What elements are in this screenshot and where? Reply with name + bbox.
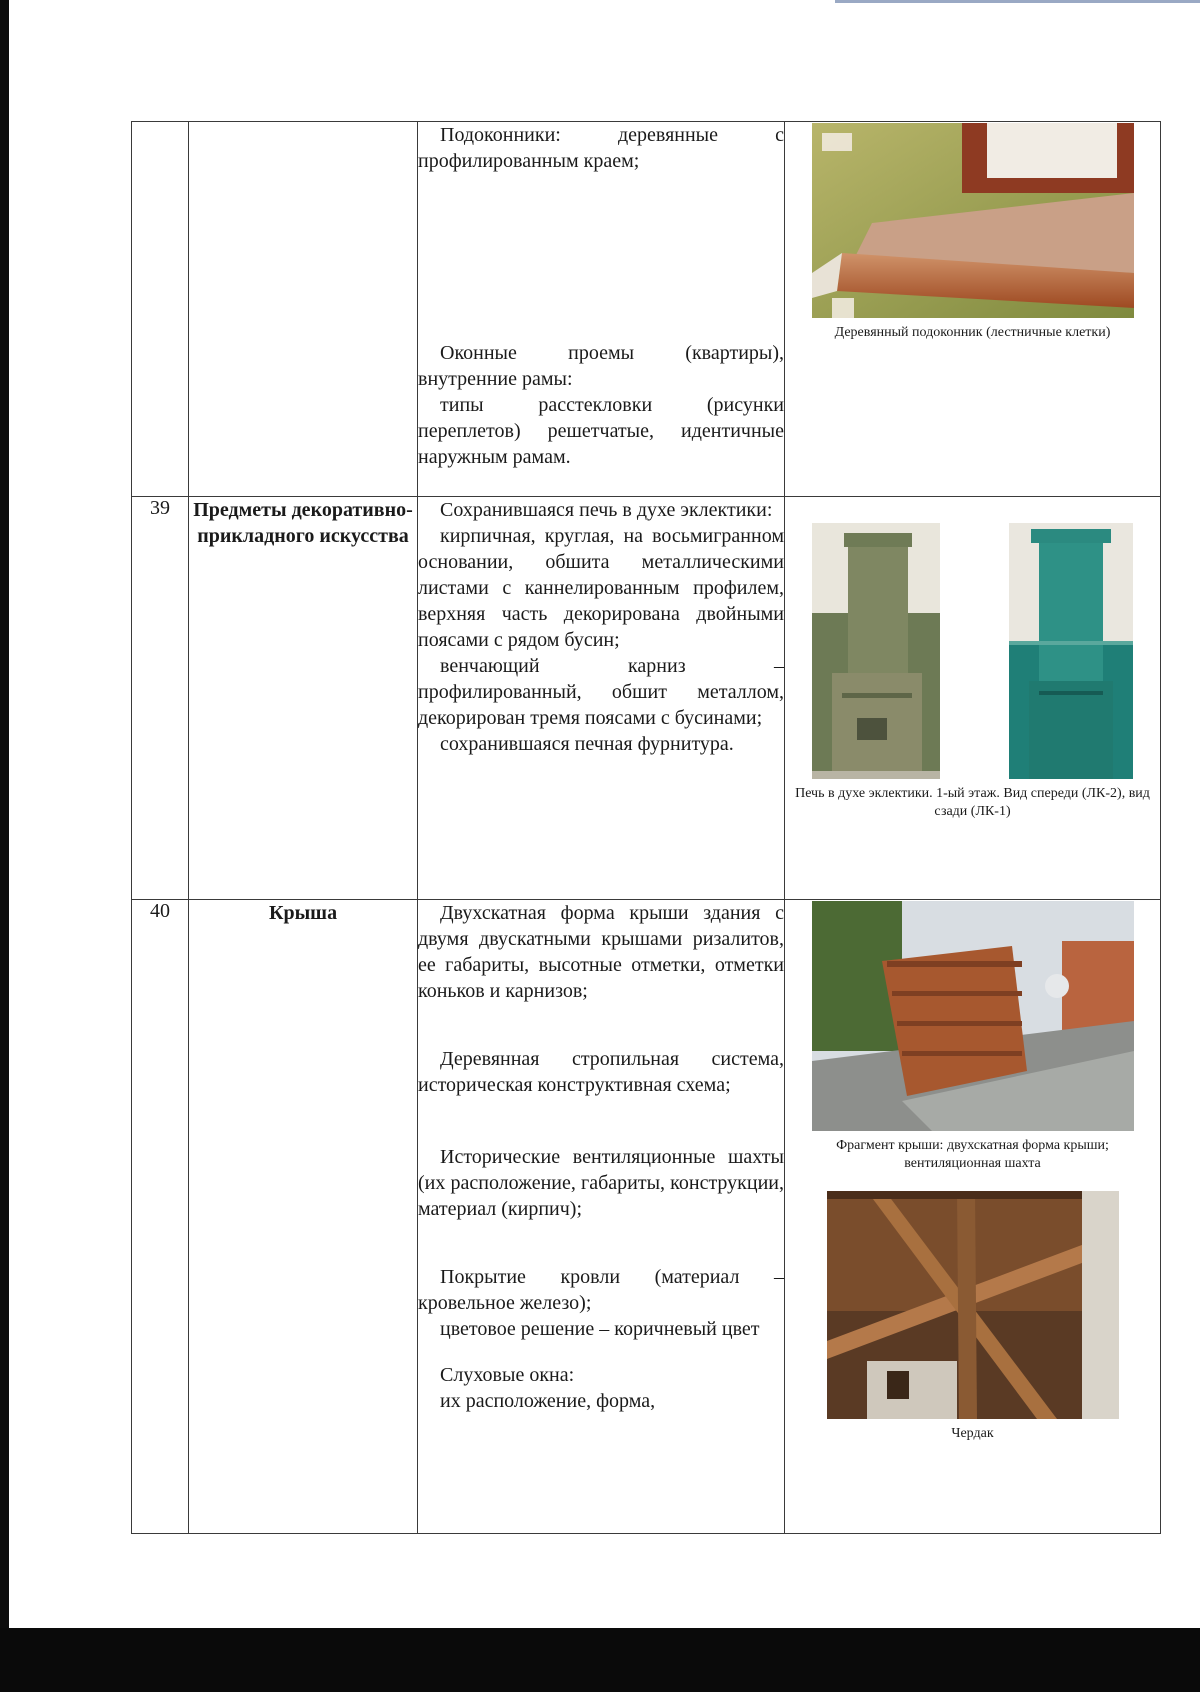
figure-windowsill [785, 122, 1160, 342]
paragraph: Подоконники: деревянные с профилированным краем; [418, 124, 784, 172]
paragraph: Слуховые окна: [440, 1364, 575, 1386]
paragraph: Деревянная стропильная система, историческая конструктивная схема; [418, 1048, 784, 1096]
scan-edge-bottom [0, 1628, 1200, 1692]
image-cell [785, 122, 1161, 497]
paragraph: их расположение, форма, [440, 1390, 656, 1412]
figure-caption: Фрагмент крыши: двухскатная форма крыши; вентиляционная шахта [836, 1138, 1109, 1171]
image-cell [785, 900, 1161, 1534]
image-cell [785, 497, 1161, 900]
roof-chimney-photo [812, 901, 1134, 1131]
figure-roof [785, 900, 1160, 1443]
paragraph: Покрытие кровли (материал – кровельное железо); [418, 1266, 784, 1314]
paragraph: Исторические вентиляционные шахты (их расположение, габариты, конструкции, материал (кирпич); [418, 1146, 784, 1220]
photo-pair [785, 523, 1160, 779]
paragraph: венчающий карниз – профилированный, обшит металлом, декорирован тремя поясами с бусинами; [418, 655, 784, 729]
stove-back-photo [1009, 523, 1133, 779]
paragraph: кирпичная, круглая, на восьмигранном основании, обшита металлическими листами с каннелированным профилем, верхняя часть декорирована двойными поясами с рядом бусин; [418, 525, 784, 651]
paragraph: типы расстекловки (рисунки переплетов) решетчатые, идентичные наружным рамам. [418, 394, 784, 468]
paragraph: Двухскатная форма крыши здания с двумя двускатными крышами ризалитов, ее габариты, высотные отметки, отметки коньков и карнизов; [418, 902, 784, 1002]
paragraph: Оконные проемы (квартиры), внутренние рамы: [418, 342, 784, 390]
description-cell [418, 122, 785, 497]
section-name [189, 122, 418, 497]
figure-caption: Печь в духе эклектики. 1-ый этаж. Вид спереди (ЛК-2), вид сзади (ЛК-1) [795, 786, 1150, 819]
stove-front-photo [812, 523, 940, 779]
section-name: Предметы декоративно-прикладного искусства [189, 497, 418, 900]
table-row [132, 122, 1161, 497]
paragraph: цветовое решение – коричневый цвет [440, 1318, 760, 1340]
table-row [132, 497, 1161, 900]
description-cell [418, 497, 785, 900]
table-row [132, 900, 1161, 1534]
row-number [132, 122, 189, 497]
paragraph: сохранившаяся печная фурнитура. [440, 733, 734, 755]
section-name: Крыша [189, 900, 418, 1534]
description-cell [418, 900, 785, 1534]
scan-edge-left [0, 0, 9, 1692]
attic-photo [827, 1191, 1119, 1419]
windowsill-photo [812, 123, 1134, 318]
figure-caption: Деревянный подоконник (лестничные клетки) [834, 325, 1111, 340]
figure-caption: Чердак [951, 1426, 994, 1441]
heritage-table [131, 121, 1161, 1534]
figure-stove [785, 497, 1160, 821]
scan-edge-top [835, 0, 1200, 3]
row-number: 40 [132, 900, 189, 1534]
row-number: 39 [132, 497, 189, 900]
paragraph: Сохранившаяся печь в духе эклектики: [440, 499, 773, 521]
